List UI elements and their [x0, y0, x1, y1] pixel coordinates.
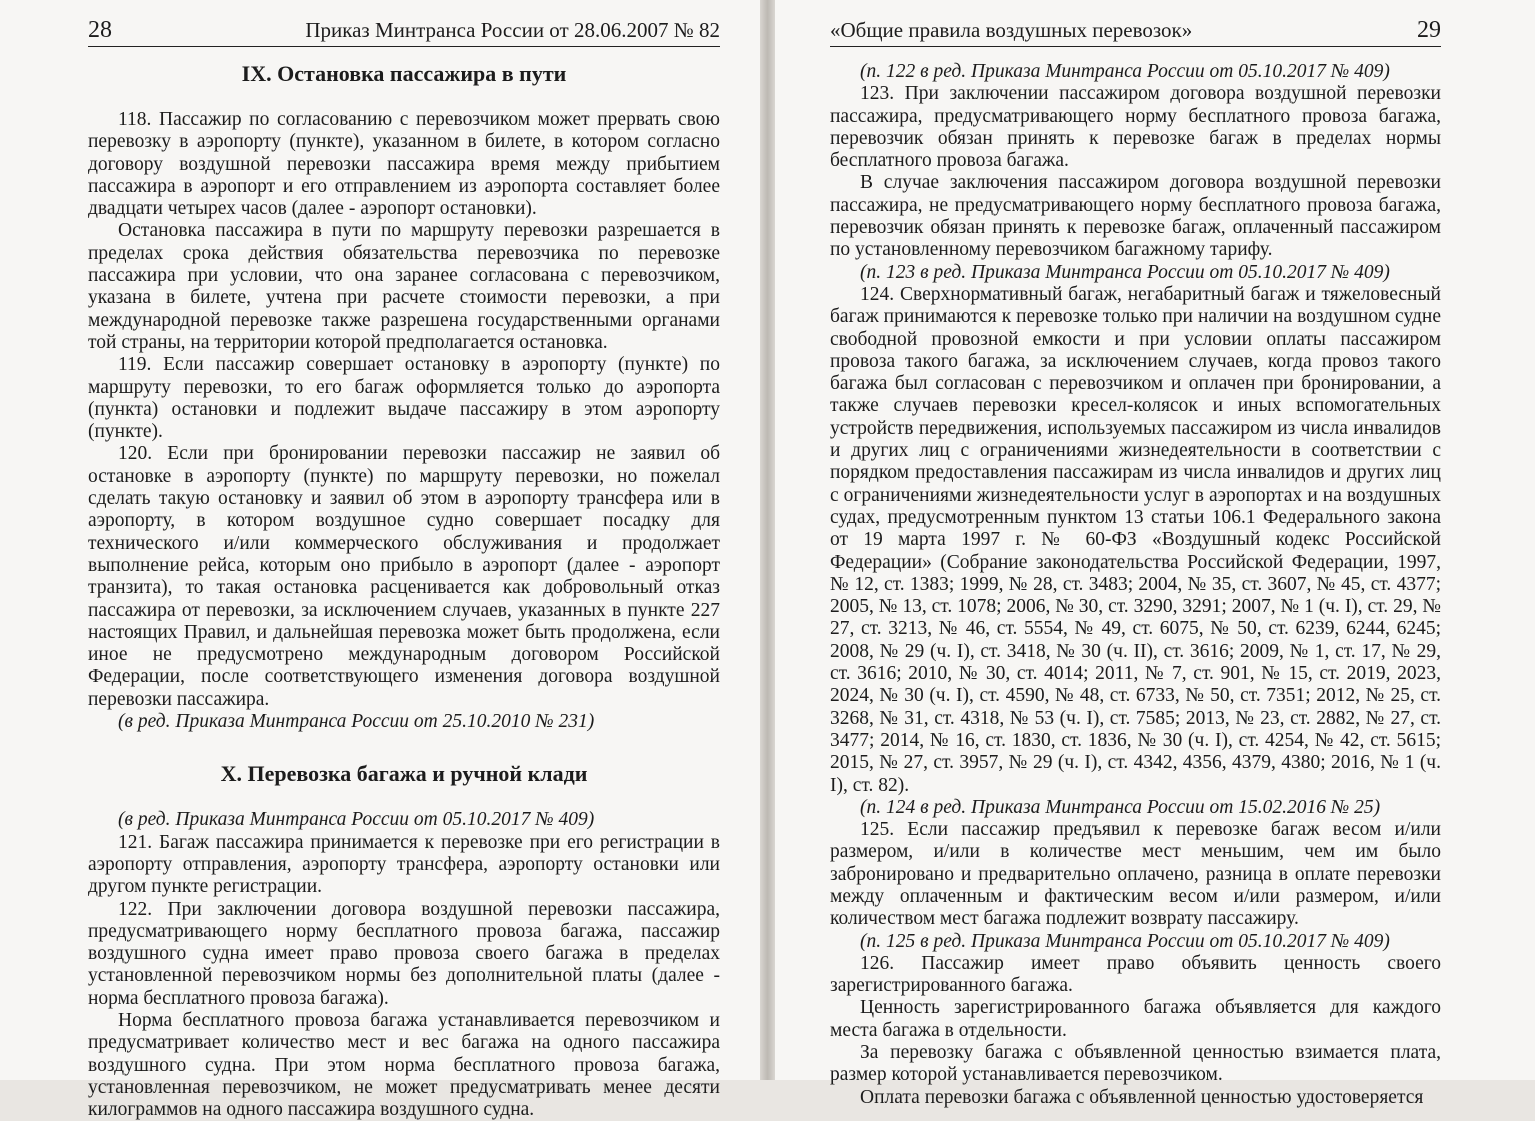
paragraph: 122. При заключении договора воздушной перевозки пассажира, предусматривающего норму бесплатного провоза багажа, пассажир воздушного судна имеет право провоза своего багажа в пределах установленной перевозчиком нормы без дополнительной платы (далее - норма бесплатного провоза багажа). — [88, 898, 720, 1009]
paragraph: 121. Багаж пассажира принимается к перевозке при его регистрации в аэропорту отправления, аэропорту трансфера, аэропорту остановки или другом пункте регистрации. — [88, 831, 720, 898]
paragraph: Норма бесплатного провоза багажа устанавливается перевозчиком и предусматривает количество мест и вес багажа на одного пассажира воздушного судна. При этом норма бесплатного провоза багажа, установленная перевозчиком, не может предусматривать менее десяти килограммов на одного пассажира воздушного судна. — [88, 1009, 720, 1121]
right-running-header — [830, 18, 1441, 47]
book-spine — [760, 0, 775, 1080]
left-page — [0, 0, 760, 1121]
paragraph: За перевозку багажа с объявленной ценностью взимается плата, размер которой устанавливается перевозчиком. — [830, 1042, 1441, 1086]
paragraph: 119. Если пассажир совершает остановку в аэропорту (пункте) по маршруту перевозки, то его багаж оформляется только до аэропорта (пункта) остановки и подлежит выдаче пассажиру в этом аэропорту (пункте). — [88, 354, 720, 443]
left-running-header — [88, 18, 720, 47]
edition-note: (в ред. Приказа Минтранса России от 25.10.2010 № 231) — [118, 711, 595, 733]
left-paragraphs-x — [88, 809, 720, 1121]
left-header-title: Приказ Минтранса России от 28.06.2007 № 82 — [305, 18, 720, 42]
paragraph: 125. Если пассажир предъявил к перевозке багаж весом и/или размером, и/или в количестве мест меньшим, чем им было забронировано и предварительно оплачено, разница в оплате перевозки между оплаченным и фактическим весом и/или размером, и/или количеством мест багажа подлежит возврату пассажиру. — [830, 819, 1441, 930]
paragraph: 120. Если при бронировании перевозки пассажир не заявил об остановке в аэропорту (пункте) по маршруту перевозки, но пожелал сделать такую остановку и заявил об этом в аэропорту трансфера или в аэропорту, в котором воздушное судно совершает посадку для технического и/или коммерческого обслуживания и продолжает выполнение рейса, которым оно прибыло в аэропорт (далее - аэропорт транзита), то такая остановка расценивается как добровольный отказ пассажира от перевозки, за исключением случаев, указанных в пункте 227 настоящих Правил, и дальнейшая перевозка может быть продолжена, если иное не предусмотрено международным договором Российской Федерации, после соответствующего изменения договора воздушной перевозки пассажира. — [88, 443, 720, 710]
edition-note: (в ред. Приказа Минтранса России от 05.10.2017 № 409) — [118, 809, 595, 831]
edition-note: (п. 122 в ред. Приказа Минтранса России от 05.10.2017 № 409) — [860, 61, 1390, 82]
right-header-title: «Общие правила воздушных перевозок» — [830, 18, 1193, 42]
edition-note: (п. 125 в ред. Приказа Минтранса России от 05.10.2017 № 409) — [860, 930, 1390, 952]
section-heading-x: X. Перевозка багажа и ручной клади — [220, 761, 588, 787]
paragraph: 123. При заключении пассажиром договора воздушной перевозки пассажира, предусматривающего норму бесплатного провоза багажа, перевозчик обязан принять к перевозке багаж в пределах нормы бесплатного провоза багажа. — [830, 83, 1441, 172]
right-paragraphs — [830, 61, 1441, 1109]
left-page-number: 28 — [88, 17, 112, 43]
paragraph: Оплата перевозки багажа с объявленной ценностью удостоверяется — [860, 1086, 1424, 1108]
paragraph: В случае заключения пассажиром договора воздушной перевозки пассажира, не предусматривающего норму бесплатного провоза багажа, перевозчик обязан принять к перевозке багаж, оплаченный пассажиром по установленному перевозчиком багажному тарифу. — [830, 172, 1441, 261]
paragraph: Остановка пассажира в пути по маршруту перевозки разрешается в пределах срока действия обязательства перевозчика по перевозке пассажира при условии, что она заранее согласована с перевозчиком, указана в билете, учтена при расчете стоимости перевозки, а при международной перевозке также разрешена государственными органами той страны, на территории которой предполагается остановка. — [88, 220, 720, 353]
edition-note: (п. 124 в ред. Приказа Минтранса России от 15.02.2016 № 25) — [860, 796, 1381, 818]
left-paragraphs-ix — [88, 109, 720, 733]
edition-note: (п. 123 в ред. Приказа Минтранса России от 05.10.2017 № 409) — [860, 261, 1390, 283]
right-page-number: 29 — [1417, 17, 1441, 43]
right-page — [775, 0, 1535, 1108]
paragraph: Ценность зарегистрированного багажа объявляется для каждого места багажа в отдельности. — [830, 997, 1441, 1041]
paragraph: 118. Пассажир по согласованию с перевозчиком может прервать свою перевозку в аэропорту (пункте), указанном в билете, в котором согласно договору воздушной перевозки пассажира время между прибытием пассажира в аэропорт и его отправлением из аэропорта составляет более двадцати четырех часов (далее - аэропорт остановки). — [88, 109, 720, 220]
paragraph: 126. Пассажир имеет право объявить ценность своего зарегистрированного багажа. — [830, 952, 1441, 997]
section-heading-ix: IX. Остановка пассажира в пути — [241, 61, 567, 86]
paragraph: 124. Сверхнормативный багаж, негабаритный багаж и тяжеловесный багаж принимаются к перевозке только при наличии на воздушном судне свободной провозной емкости и при условии оплаты пассажиром провоза такого багажа, за исключением случаев, когда провоз такого багажа был согласован с перевозчиком и оплачен при бронировании, а также случаев перевозки кресел-колясок и иных вспомогательных устройств передвижения, используемых пассажиром из числа инвалидов и других лиц с ограничениями жизнедеятельности в соответствии с порядком предоставления пассажирам из числа инвалидов и других лиц с ограничениями жизнедеятельности услуг в аэропортах и на воздушных судах, предусмотренным пунктом 13 статьи 106.1 Федерального закона от 19 марта 1997 г. № 60-ФЗ «Воздушный кодекс Российской Федерации» (Собрание законодательства Российской Федерации, 1997, № 12, ст. 1383; 1999, № 28, ст. 3483; 2004, № 35, ст. 3607, № 45, ст. 4377; 2005, № 13, ст. 1078; 2006, № 30, ст. 3290, 3291; 2007, № 1 (ч. I), ст. 29, № 27, ст. 3213, № 46, ст. 5554, № 49, ст. 6075, № 50, ст. 6239, 6244, 6245; 2008, № 29 (ч. I), ст. 3418, № 30 (ч. II), ст. 3616; 2009, № 1, ст. 17, № 29, ст. 3616; 2010, № 30, ст. 4014; 2011, № 7, ст. 901, № 15, ст. 2019, 2023, 2024, № 30 (ч. I), ст. 4590, № 48, ст. 6733, № 50, ст. 7351; 2012, № 25, ст. 3268, № 31, ст. 4318, № 53 (ч. I), ст. 7585; 2013, № 23, ст. 2882, № 27, ст. 3477; 2014, № 16, ст. 1830, ст. 1836, № 30 (ч. I), ст. 4254, № 42, ст. 5615; 2015, № 27, ст. 3957, № 29 (ч. I), ст. 4342, 4356, 4379, 4380; 2016, № 1 (ч. I), ст. 82). — [830, 283, 1441, 796]
